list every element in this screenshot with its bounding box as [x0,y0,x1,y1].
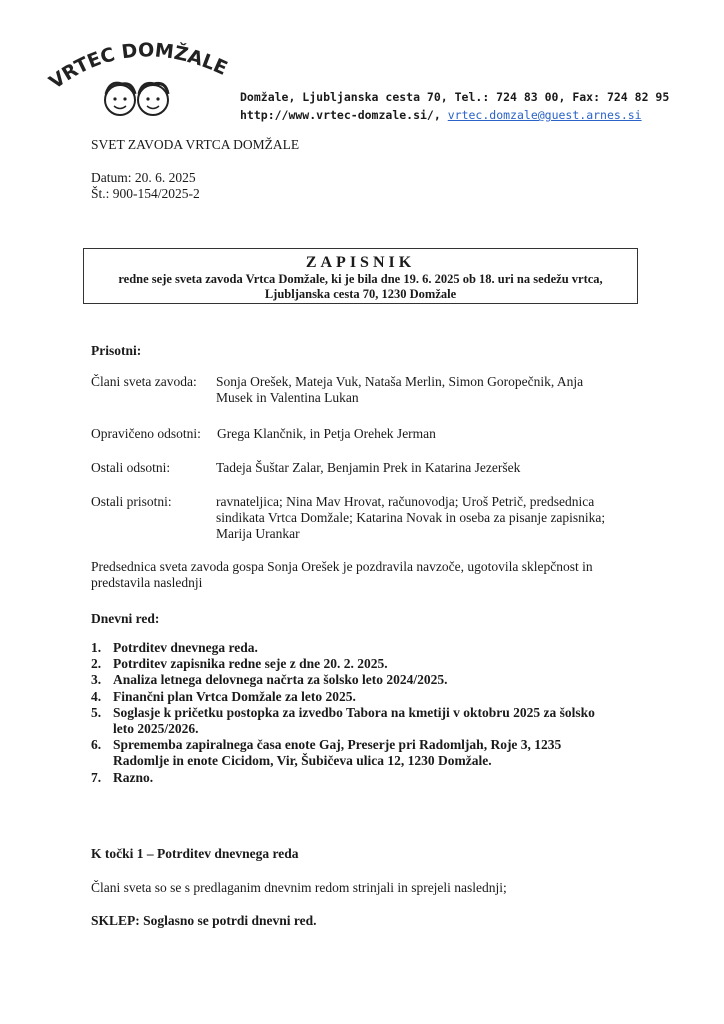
intro-line-2: predstavila naslednji [91,575,203,590]
logo [40,34,240,124]
agenda-item: 3. Analiza letnega delovnega načrta za šolsko leto 2024/2025. [91,672,448,688]
others-line-2: sindikata Vrtca Domžale; Katarina Novak in oseba za pisanje zapisnika; [216,510,606,525]
section-1-text: Člani sveta so se s predlaganim dnevnim redom strinjali in sprejeli naslednji; [91,880,507,895]
present-heading: Prisotni: [91,343,142,358]
header-url[interactable]: http://www.vrtec-domzale.si/, [240,108,441,122]
agenda-heading: Dnevni red: [91,611,160,626]
agenda-item: 7. Razno. [91,769,154,785]
header-address: Domžale, Ljubljanska cesta 70, Tel.: 724 83 00, Fax: 724 82 95 [240,90,670,104]
agenda-item: 1. Potrditev dnevnega reda. [91,640,258,655]
title-box [83,248,638,304]
agenda-item: 6. Sprememba zapiralnega časa enote Gaj, Preserje pri Radomljah, Roje 3, 1235 Radomlje in enote Cicidom, Vir, Šubičeva ulica 12, 1230 Domžale. [91,737,562,769]
agenda-item: 2. Potrditev zapisnika redne seje z dne 20. 2. 2025. [91,656,388,672]
title-subline-2: Ljubljanska cesta 70, 1230 Domžale [264,287,457,301]
document-reference: Št.: 900-154/2025-2 [91,186,200,201]
decision-label: SKLEP: [91,913,140,928]
logo-children-faces-icon [40,34,240,124]
absent-value: Tadeja Šuštar Zalar, Benjamin Prek in Katarina Jezeršek [216,460,521,475]
members-line-2: Musek in Valentina Lukan [216,390,359,405]
others-line-1: ravnateljica; Nina Mav Hrovat, računovodja; Uroš Petrič, predsednica [216,494,595,509]
section-1-heading: K točki 1 – Potrditev dnevnega reda [91,846,299,861]
document-date: Datum: 20. 6. 2025 [91,170,196,185]
members-label: Člani sveta zavoda: [91,374,197,389]
title-subline-1: redne seje sveta zavoda Vrtca Domžale, ki je bila dne 19. 6. 2025 ob 18. uri na sedežu vrtca, [118,272,603,286]
decision-text: Soglasno se potrdi dnevni red. [143,913,317,928]
intro-line-1: Predsednica sveta zavoda gospa Sonja Orešek je pozdravila navzoče, ugotovila sklepčnost in [91,559,593,574]
header-web-line [240,108,642,122]
intro-paragraph [91,559,651,591]
logo-arc-text: VRTEC DOMŽALE [45,39,231,94]
others-label: Ostali prisotni: [91,494,172,509]
excused-value: Grega Klančnik, in Petja Orehek Jerman [217,426,436,441]
decision [91,913,317,929]
members-line-1: Sonja Orešek, Mateja Vuk, Nataša Merlin, Simon Goropečnik, Anja [216,374,584,389]
absent-label: Ostali odsotni: [91,460,171,475]
members-value [216,374,646,406]
agenda-item: 5. Soglasje k pričetku postopka za izvedbo Tabora na kmetiji v oktobru 2025 za šolsko leto 2025/2026. [91,704,595,737]
excused-label: Opravičeno odsotni: [91,426,201,441]
council-name: SVET ZAVODA VRTCA DOMŽALE [91,137,300,152]
others-value [216,494,646,542]
agenda-list [91,640,651,786]
document-title: ZAPISNIK [305,254,416,271]
header-email-link[interactable]: vrtec.domzale@guest.arnes.si [447,108,642,122]
others-line-3: Marija Urankar [216,526,300,541]
agenda-item: 4. Finančni plan Vrtca Domžale za leto 2025. [91,688,356,704]
